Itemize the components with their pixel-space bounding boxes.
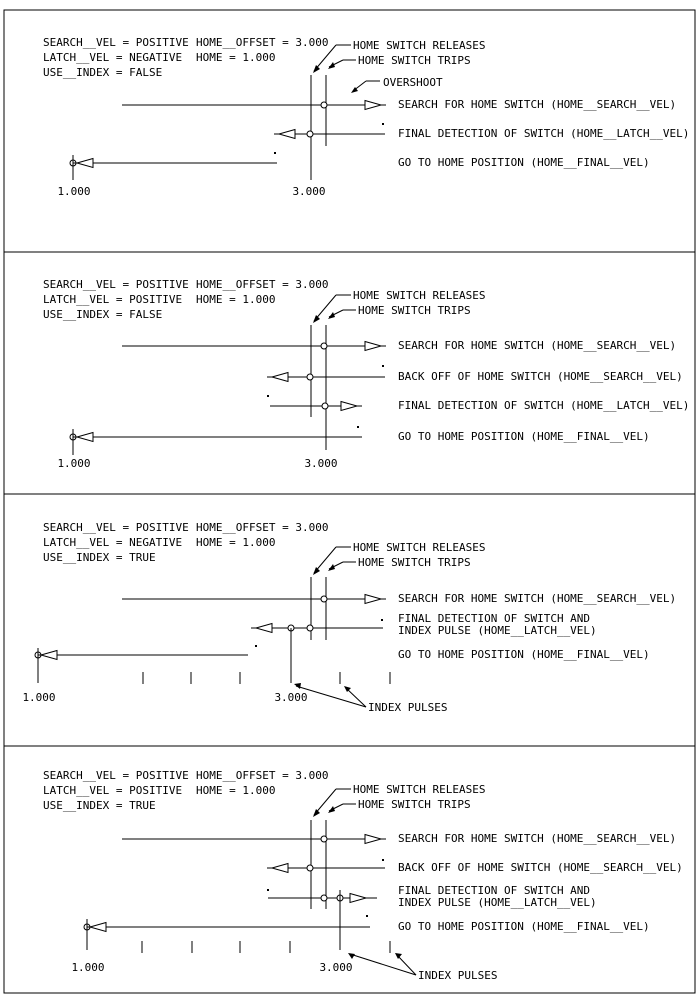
param-latch-vel: LATCH__VEL = NEGATIVE	[43, 536, 183, 549]
index-pulses-label: INDEX PULSES	[418, 969, 498, 982]
panel2-axis	[57, 429, 337, 470]
panel3-switch-lines	[311, 577, 326, 640]
panel3-params	[43, 521, 328, 564]
right-arrow-icon	[365, 595, 381, 604]
callout-overshoot: OVERSHOOT	[383, 76, 443, 89]
panel2-params	[43, 278, 328, 321]
panel3-row-latch	[251, 612, 597, 637]
callout-releases: HOME SWITCH RELEASES	[353, 289, 486, 302]
right-arrow-icon	[365, 835, 381, 844]
start-dot	[382, 123, 384, 125]
panel3-callouts	[313, 541, 485, 575]
axis-offset-value: 3.000	[292, 185, 326, 198]
index-pulses-label: INDEX PULSES	[368, 701, 448, 714]
leader-arrowhead	[328, 564, 335, 571]
param-home-offset: HOME__OFFSET = 3.000	[196, 521, 329, 534]
param-use-index: USE__INDEX = FALSE	[43, 308, 163, 321]
param-home-offset: HOME__OFFSET = 3.000	[196, 36, 329, 49]
leader-arrowhead	[313, 809, 320, 817]
start-dot	[267, 395, 269, 397]
row-label-gohome: GO TO HOME POSITION (HOME__FINAL__VEL)	[398, 430, 650, 443]
axis-home-value: 1.000	[71, 961, 105, 974]
panel3-row-search	[122, 592, 676, 605]
event-marker	[307, 625, 313, 631]
row-label-latch-line2: INDEX PULSE (HOME__LATCH__VEL)	[398, 624, 597, 637]
left-arrow-icon	[90, 923, 106, 932]
left-arrow-icon	[77, 433, 93, 442]
panel2-row-backoff	[267, 365, 683, 383]
axis-offset-value: 3.000	[274, 691, 308, 704]
right-arrow-icon	[365, 342, 381, 351]
event-marker	[321, 343, 327, 349]
leader-arrowhead	[395, 953, 402, 959]
param-latch-vel: LATCH__VEL = POSITIVE	[43, 293, 183, 306]
row-label-latch: FINAL DETECTION OF SWITCH (HOME__LATCH__VEL)	[398, 399, 690, 412]
panel1-params	[43, 36, 328, 79]
right-arrow-icon	[365, 101, 381, 110]
panel-3	[4, 494, 695, 746]
row-label-backoff: BACK OFF OF HOME SWITCH (HOME__SEARCH__VEL)	[398, 861, 683, 874]
param-use-index: USE__INDEX = TRUE	[43, 799, 156, 812]
panel-1	[4, 10, 695, 252]
param-home: HOME = 1.000	[196, 536, 276, 549]
panel3-index-pulse-ticks	[143, 628, 390, 684]
panel4-index-callout	[348, 953, 497, 982]
leader-arrowhead	[294, 683, 301, 689]
start-dot	[382, 365, 384, 367]
panel2-row-latch	[267, 395, 689, 412]
panel4-callouts	[313, 783, 485, 817]
leader-arrowhead	[328, 312, 335, 319]
panel3-index-callout	[294, 683, 447, 714]
event-marker	[307, 865, 313, 871]
panel2-callouts	[313, 289, 485, 323]
param-use-index: USE__INDEX = TRUE	[43, 551, 156, 564]
param-search-vel: SEARCH__VEL = POSITIVE	[43, 36, 189, 49]
left-arrow-icon	[41, 651, 57, 660]
leader-arrowhead	[313, 65, 320, 73]
param-search-vel: SEARCH__VEL = POSITIVE	[43, 769, 189, 782]
param-latch-vel: LATCH__VEL = NEGATIVE	[43, 51, 183, 64]
row-label-search: SEARCH FOR HOME SWITCH (HOME__SEARCH__VEL)	[398, 339, 677, 352]
event-marker	[307, 374, 313, 380]
panel-4	[4, 746, 695, 993]
event-marker	[321, 836, 327, 842]
leader-arrowhead	[313, 567, 320, 575]
callout-trips: HOME SWITCH TRIPS	[358, 304, 471, 317]
row-label-gohome: GO TO HOME POSITION (HOME__FINAL__VEL)	[398, 920, 650, 933]
panel1-switch-lines	[311, 75, 326, 180]
row-label-latch: FINAL DETECTION OF SWITCH (HOME__LATCH__VEL)	[398, 127, 690, 140]
panel1-callouts	[313, 39, 485, 93]
row-label-gohome: GO TO HOME POSITION (HOME__FINAL__VEL)	[398, 648, 650, 661]
leader-arrowhead	[313, 315, 320, 323]
param-latch-vel: LATCH__VEL = POSITIVE	[43, 784, 183, 797]
axis-home-value: 1.000	[22, 691, 56, 704]
row-label-backoff: BACK OFF OF HOME SWITCH (HOME__SEARCH__VEL)	[398, 370, 683, 383]
panel1-axis	[57, 155, 325, 198]
event-marker	[321, 596, 327, 602]
axis-offset-value: 3.000	[304, 457, 338, 470]
panel4-row-latch	[267, 884, 597, 909]
row-label-latch-line2: INDEX PULSE (HOME__LATCH__VEL)	[398, 896, 597, 909]
row-label-search: SEARCH FOR HOME SWITCH (HOME__SEARCH__VEL)	[398, 832, 677, 845]
callout-trips: HOME SWITCH TRIPS	[358, 798, 471, 811]
param-home: HOME = 1.000	[196, 293, 276, 306]
event-marker	[321, 895, 327, 901]
right-arrow-icon	[350, 894, 366, 903]
panel-2	[4, 252, 695, 494]
row-label-latch-line1: FINAL DETECTION OF SWITCH AND	[398, 884, 591, 897]
param-home-offset: HOME__OFFSET = 3.000	[196, 278, 329, 291]
param-home-offset: HOME__OFFSET = 3.000	[196, 769, 329, 782]
panel3-row-gohome	[35, 645, 650, 661]
event-marker	[307, 131, 313, 137]
left-arrow-icon	[272, 864, 288, 873]
callout-releases: HOME SWITCH RELEASES	[353, 541, 486, 554]
param-home: HOME = 1.000	[196, 51, 276, 64]
callout-trips: HOME SWITCH TRIPS	[358, 54, 471, 67]
panel4-row-search	[122, 832, 676, 845]
panel4-row-gohome	[84, 915, 650, 933]
start-dot	[267, 889, 269, 891]
row-label-gohome: GO TO HOME POSITION (HOME__FINAL__VEL)	[398, 156, 650, 169]
start-dot	[381, 619, 383, 621]
panel4-params	[43, 769, 328, 812]
left-arrow-icon	[279, 130, 295, 139]
panel2-row-gohome	[70, 426, 650, 443]
panel2-row-search	[122, 339, 676, 352]
param-use-index: USE__INDEX = FALSE	[43, 66, 163, 79]
start-dot	[382, 859, 384, 861]
axis-home-value: 1.000	[57, 185, 91, 198]
left-arrow-icon	[256, 624, 272, 633]
start-dot	[357, 426, 359, 428]
panel1-row-latch	[274, 123, 689, 140]
panel1-row-search	[122, 98, 676, 111]
row-label-search: SEARCH FOR HOME SWITCH (HOME__SEARCH__VEL)	[398, 592, 677, 605]
axis-offset-value: 3.000	[319, 961, 353, 974]
panel3-axis	[22, 648, 307, 704]
panel1-row-gohome	[70, 152, 650, 169]
right-arrow-icon	[341, 402, 357, 411]
param-home: HOME = 1.000	[196, 784, 276, 797]
row-label-latch-line1: FINAL DETECTION OF SWITCH AND	[398, 612, 591, 625]
axis-home-value: 1.000	[57, 457, 91, 470]
leader-arrowhead	[348, 953, 355, 959]
leader-arrowhead	[328, 806, 335, 813]
start-dot	[366, 915, 368, 917]
panel4-row-backoff	[267, 859, 683, 874]
event-marker	[321, 102, 327, 108]
callout-releases: HOME SWITCH RELEASES	[353, 783, 486, 796]
callout-releases: HOME SWITCH RELEASES	[353, 39, 486, 52]
leader-arrowhead	[328, 62, 335, 69]
callout-trips: HOME SWITCH TRIPS	[358, 556, 471, 569]
param-search-vel: SEARCH__VEL = POSITIVE	[43, 278, 189, 291]
event-marker	[322, 403, 328, 409]
start-dot	[255, 645, 257, 647]
row-label-search: SEARCH FOR HOME SWITCH (HOME__SEARCH__VEL)	[398, 98, 677, 111]
param-search-vel: SEARCH__VEL = POSITIVE	[43, 521, 189, 534]
left-arrow-icon	[272, 373, 288, 382]
start-dot	[274, 152, 276, 154]
left-arrow-icon	[77, 159, 93, 168]
